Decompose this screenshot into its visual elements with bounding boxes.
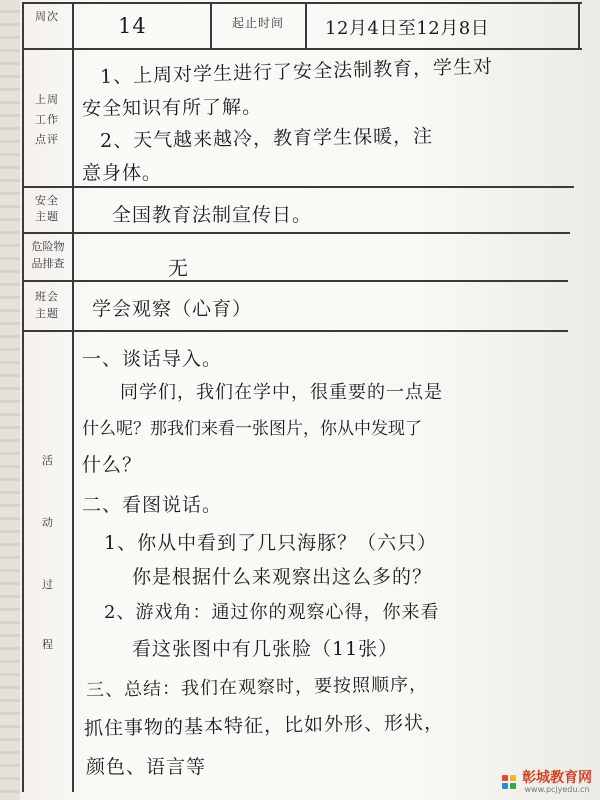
- table-rule: [22, 186, 574, 188]
- activity-line: 抓住事物的基本特征，比如外形、形状，: [83, 711, 445, 740]
- activity-label-char: 程: [42, 638, 53, 651]
- table-rule: [210, 2, 212, 48]
- activity-line: 一、谈话导入。: [82, 348, 223, 370]
- activity-line: 同学们，我们在学中，很重要的一点是: [120, 382, 443, 403]
- hazard-value: 无: [168, 256, 189, 280]
- activity-label-char: 活: [42, 454, 53, 467]
- activity-line: 你是根据什么来观察出这么多的？: [132, 566, 433, 588]
- week-value: 14: [118, 14, 147, 38]
- table-rule: [22, 280, 568, 282]
- activity-line: 三、总结：我们在观察时，要按照顺序，: [85, 674, 429, 701]
- table-rule: [22, 48, 582, 50]
- safety-value: 全国教育法制宣传日。: [112, 204, 313, 226]
- watermark-url: www.pcjyedu.cn: [524, 785, 590, 794]
- class-meeting-value: 学会观察（心育）: [92, 298, 253, 320]
- table-rule: [22, 330, 568, 332]
- activity-line: 什么呢？那我们来看一张图片，你从中发现了: [82, 419, 422, 439]
- table-rule: [22, 2, 582, 4]
- activity-line: 2、游戏角：通过你的观察心得，你来看: [104, 602, 440, 623]
- activity-label-char: 动: [42, 516, 53, 529]
- activity-line: 二、看图说话。: [82, 494, 223, 516]
- activity-line: 颜色、语言等: [86, 756, 207, 778]
- review-line: 1、上周对学生进行了安全法制教育，学生对: [99, 55, 494, 88]
- week-label: 周次: [35, 10, 59, 23]
- period-value: 12月4日至12月8日: [325, 18, 490, 39]
- review-line: 意身体。: [82, 162, 163, 184]
- table-rule: [305, 2, 307, 48]
- table-rule: [72, 2, 74, 792]
- activity-line: 看这张图中有几张脸（11张）: [132, 638, 399, 660]
- site-watermark: [502, 771, 592, 794]
- review-line: 2、天气越来越冷，教育学生保暖，注: [99, 125, 434, 152]
- hazard-label: 危险物品排查: [31, 240, 65, 270]
- class-meeting-label: 班会主题: [35, 290, 59, 320]
- safety-label: 安全主题: [35, 194, 59, 223]
- review-line: 安全知识有所了解。: [81, 96, 263, 120]
- watermark-logo-icon: [502, 775, 518, 791]
- activity-line: 什么？: [82, 454, 143, 476]
- review-label: 上周工作点评: [35, 93, 59, 146]
- period-label: 起止时间: [231, 16, 284, 30]
- table-rule: [22, 2, 24, 792]
- activity-label-char: 过: [42, 578, 53, 591]
- binding-holes: [0, 0, 20, 800]
- table-rule: [22, 232, 570, 234]
- activity-line: 1、你从中看到了几只海豚？（六只）: [104, 532, 438, 554]
- watermark-text: 彰城教育网: [522, 770, 592, 786]
- table-rule: [578, 2, 580, 48]
